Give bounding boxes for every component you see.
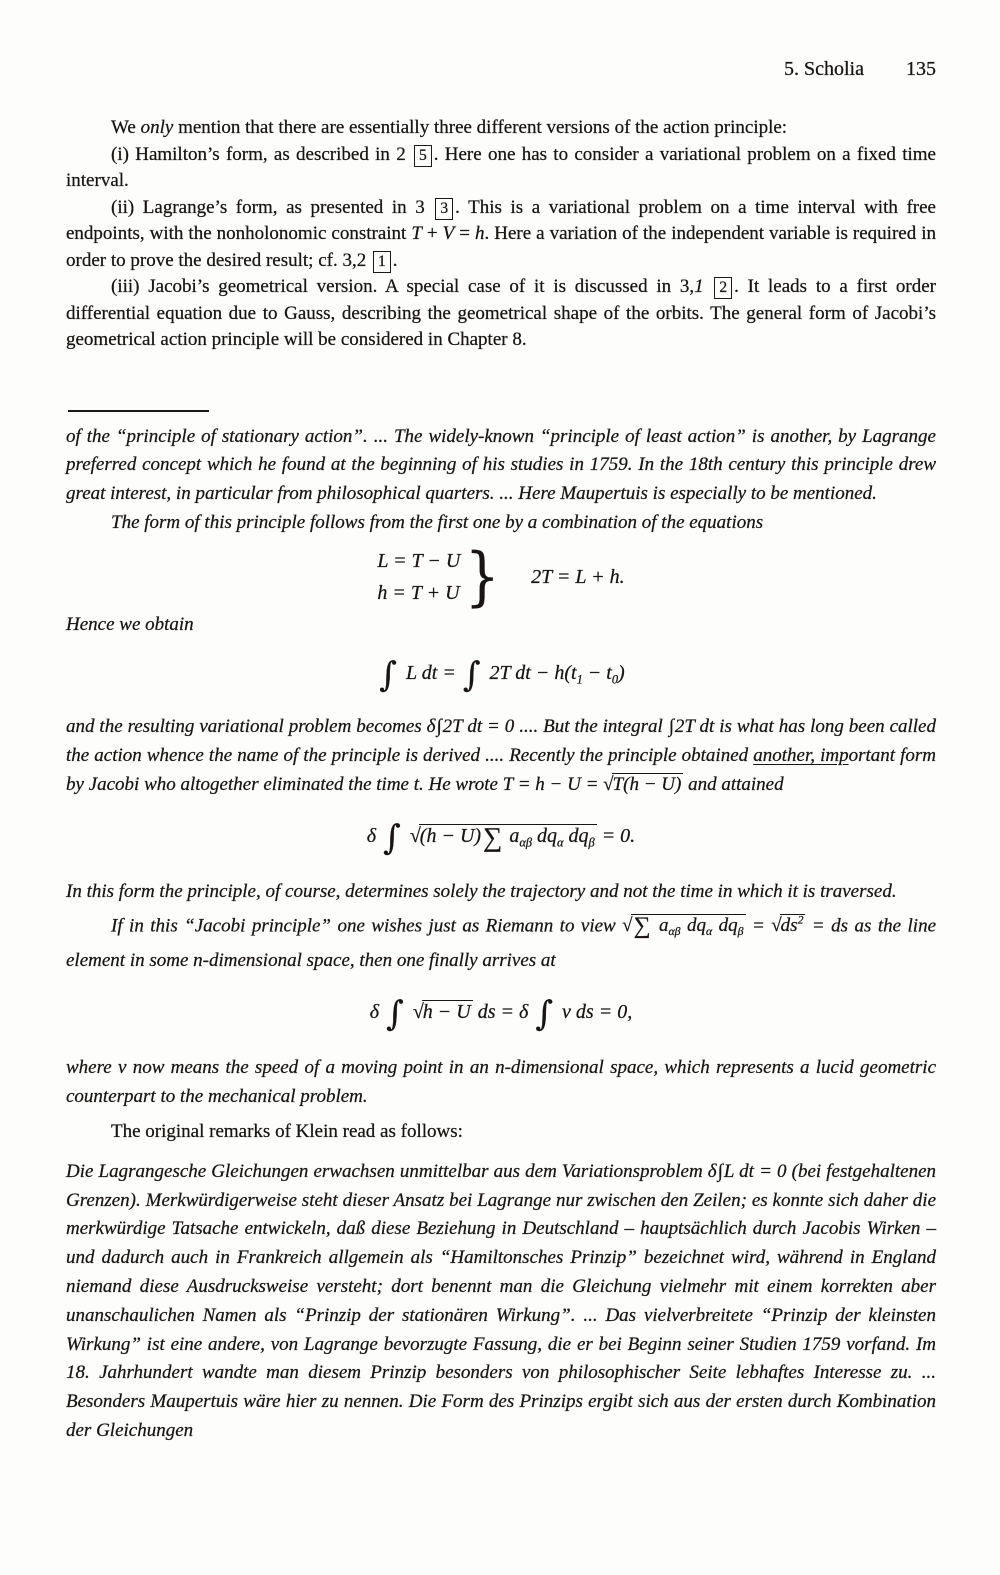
section-title: 5. Scholia [784,58,864,80]
paragraph: of the “principle of stationary action”. ... The widely-known “principle of least action” is another, by Lagrange preferred concept which he found at the beginning of his studies in 1759. In the 18th century this principle drew great interest, in particular from philosophical quarters. ... Here Maupertuis is especially to be mentioned. [66,425,936,505]
display-equation: δ ∫ √h − U ds = δ ∫ v ds = 0, [369,993,633,1034]
paragraph: (ii) Lagrange’s form, as presented in 3 3 . This is a variational problem on a time interval with free endpoints, with the nonholonomic constraint T + V = h. Here a variation of the independent variable is required in order to prove the desired result; cf. 3,2 1 . [66,196,936,271]
display-equation: ∫ L dt = ∫ 2T dt − $h(t_1 - t_0)$ [379,655,625,696]
page-header [66,58,936,81]
page-body [66,115,936,1446]
integral-sign: ∫ [535,993,554,1034]
citation-box: 3 [435,198,453,220]
paragraph: where v now means the speed of a moving point in an n-dimensional space, which represents a lucid geometric counterpart to the mechanical problem. [66,1056,936,1107]
summation-sign: ∑ [483,821,503,852]
paragraph: Hence we obtain [66,613,194,635]
citation-box: 1 [373,251,391,273]
page-number: 135 [906,58,936,80]
integral-sign: ∫ [383,817,401,858]
equation-system [66,539,936,614]
paragraph: The original remarks of Klein read as follows: [111,1121,463,1143]
paragraph: and the resulting variational problem becomes δ∫2T dt = 0 .... But the integral ∫2T dt is what has long been called the action whence the name of the principle is derived .... Recently the principle obtained another, important form by Jacobi who altogether eliminated the time t. He wrote T = h − U = √T(h − U) and attained [66,716,937,796]
integral-sign: ∫ [717,1160,723,1182]
equation-result: 2T = L + h. [531,565,625,588]
paragraph: If in this “Jacobi principle” one wishes just as Riemann to view √∑ $a_{\alpha\beta}$ $dq_\alpha$ $dq_\beta = √ds^2$ = ds as the line element in some n-dimensional space, then one finally arrives at [66,913,937,971]
citation-box: 5 [414,145,432,167]
integral-sign: ∫ [462,655,481,696]
paragraph: (i) Hamilton’s form, as described in 2 5 . Here one has to consider a variational problem on a fixed time interval. [66,143,936,191]
paragraph: Die Lagrangesche Gleichungen erwachsen unmittelbar aus dem Variationsproblem δ∫L dt = 0 (bei festgehaltenen Grenzen). Merkwürdigerweise steht dieser Ansatz bei Lagrange nur zwischen den Zeilen; es konnte sich daher die merkwürdige Tatsache entwickeln, daß diese Beziehung in Deutschland – hauptsächlich durch Jacobis Wirken – und dadurch auch in Frankreich allgemein als “Hamiltonsches Prinzip” bezeichnet wird, während in England niemand diese Ausdrucksweise versteht; dort benennt man die Gleichung vielmehr mit einem korrekten aber unanschaulichen Namen als “Prinzip der stationären Wirkung”. ... Das vielverbreitete “Prinzip der kleinsten Wirkung” ist eine andere, von Lagrange bevorzugte Fassung, die er bei Beginn seiner Studien 1759 vorfand. Im 18. Jahrhundert wandte man diesem Prinzip besonders von philosophischer Seite lebhaftes Interesse zu. ... Besonders Maupertuis wäre hier zu nennen. Die Form des Prinzips ergibt sich aus der ersten durch Kombination der Gleichungen [66,1160,937,1441]
quote-separator-rule [68,410,209,412]
paragraph: The form of this principle follows from the first one by a combination of the equations [111,511,764,533]
display-equation: δ ∫ √(h − U)∑ $a_{\alpha\beta}$ $dq_\alpha$ $dq_\beta = 0$. [366,817,636,858]
paragraph: (iii) Jacobi’s geometrical version. A special case of it is discussed in 3,1 2 . It leads to a first order differential equation due to Gauss, describing the geometrical shape of the orbits. The general form of Jacobi’s geometrical action principle will be considered in Chapter 8. [66,276,937,350]
integral-sign: ∫ [379,655,397,696]
equation-row: h = T + U [377,581,460,604]
citation-box: 2 [714,277,732,299]
brace: } [465,539,501,614]
paragraph: In this form the principle, of course, determines solely the trajectory and not the time in which it is traversed. [66,880,897,902]
integral-sign: ∫ [668,716,674,738]
integral-sign: ∫ [386,993,404,1034]
summation-sign: ∑ [633,913,651,939]
integral-sign: ∫ [436,716,442,738]
paragraph: We only mention that there are essentially three different versions of the action principle: [111,117,788,138]
equation-row: L = T − U [377,549,461,572]
